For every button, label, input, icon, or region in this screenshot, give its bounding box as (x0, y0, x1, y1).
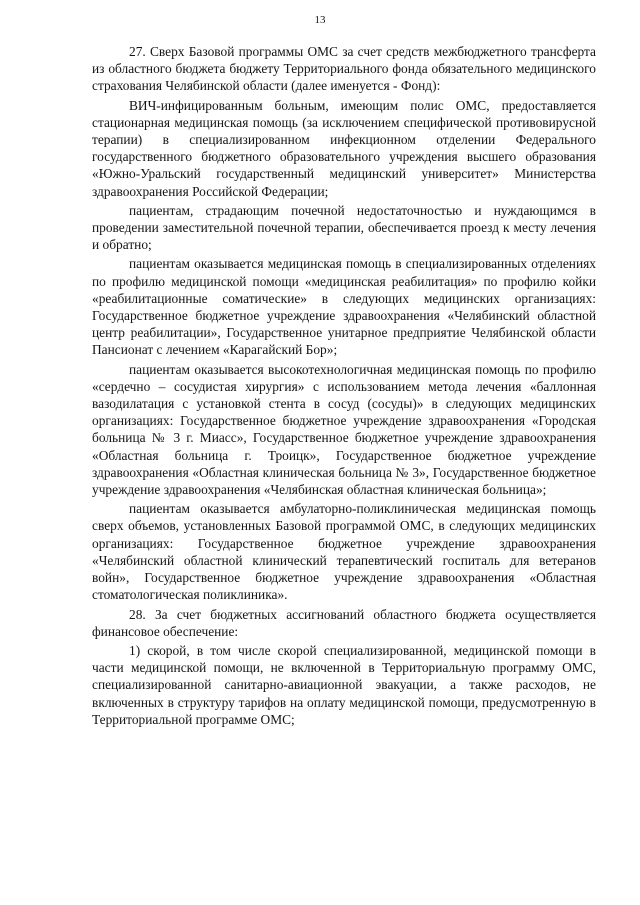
paragraph-outpatient-care: пациентам оказывается амбулаторно-поликлиническая медицинская помощь сверх объемов, установленных Базовой программой ОМС, в следующих медицинских организациях: Государственное бюджетное учреждение здравоохранения «Челябинский областной клинический терапевтический госпиталь для ветеранов войн», Государственное бюджетное учреждение здравоохранения «Областная стоматологическая поликлиника». (92, 501, 596, 603)
paragraph-hiv-patients: ВИЧ-инфицированным больным, имеющим полис ОМС, предоставляется стационарная медицинская помощь (за исключением специфической противовирусной терапии) в специализированном инфекционном отделении Федерального государственного бюджетного образовательного учреждения высшего образования «Южно-Уральский государственный медицинский университет» Министерства здравоохранения Российской Федерации; (92, 97, 596, 199)
paragraph-renal-patients: пациентам, страдающим почечной недостаточностью и нуждающимся в проведении заместительной почечной терапии, обеспечивается проезд к месту лечения и обратно; (92, 202, 596, 253)
paragraph-high-tech-care: пациентам оказывается высокотехнологичная медицинская помощь по профилю «сердечно – сосудистая хирургия» с использованием метода лечения «баллонная вазодилатация с установкой стента в сосуд (сосуды)» в следующих медицинских организациях: Государственное бюджетное учреждение здравоохранения «Городская больница № 3 г. Миасс», Государственное бюджетное учреждение здравоохранения «Областная больница г. Троицк», Государственное бюджетное учреждение здравоохранения «Областная клиническая больница № 3», Государственное бюджетное учреждение здравоохранения «Челябинская областная клиническая больница»; (92, 361, 596, 498)
paragraph-item-27-intro: 27. Сверх Базовой программы ОМС за счет средств межбюджетного трансферта из областного бюджета бюджету Территориального фонда обязательного медицинского страхования Челябинской области (далее именуется - Фонд): (92, 44, 596, 94)
paragraph-item-28-subitem-1: 1) скорой, в том числе скорой специализированной, медицинской помощи в части медицинской помощи, не включенной в Территориальную программу ОМС, специализированной санитарно-авиационной эвакуации, а также расходов, не включенных в структуру тарифов на оплату медицинской помощи, предусмотренную в Территориальной программе ОМС; (92, 642, 596, 727)
paragraph-rehabilitation: пациентам оказывается медицинская помощь в специализированных отделениях по профилю медицинской помощи «медицинская реабилитация» по профилю койки «реабилитационные соматические» в следующих медицинских организациях: Государственное бюджетное учреждение здравоохранения «Челябинский областной центр реабилитации», Государственное унитарное предприятие Челябинской области Пансионат с лечением «Карагайский Бор»; (92, 256, 596, 358)
paragraph-item-28-intro: 28. За счет бюджетных ассигнований областного бюджета осуществляется финансовое обеспечение: (92, 606, 596, 639)
document-body (92, 43, 596, 728)
page-number: 13 (314, 14, 326, 26)
